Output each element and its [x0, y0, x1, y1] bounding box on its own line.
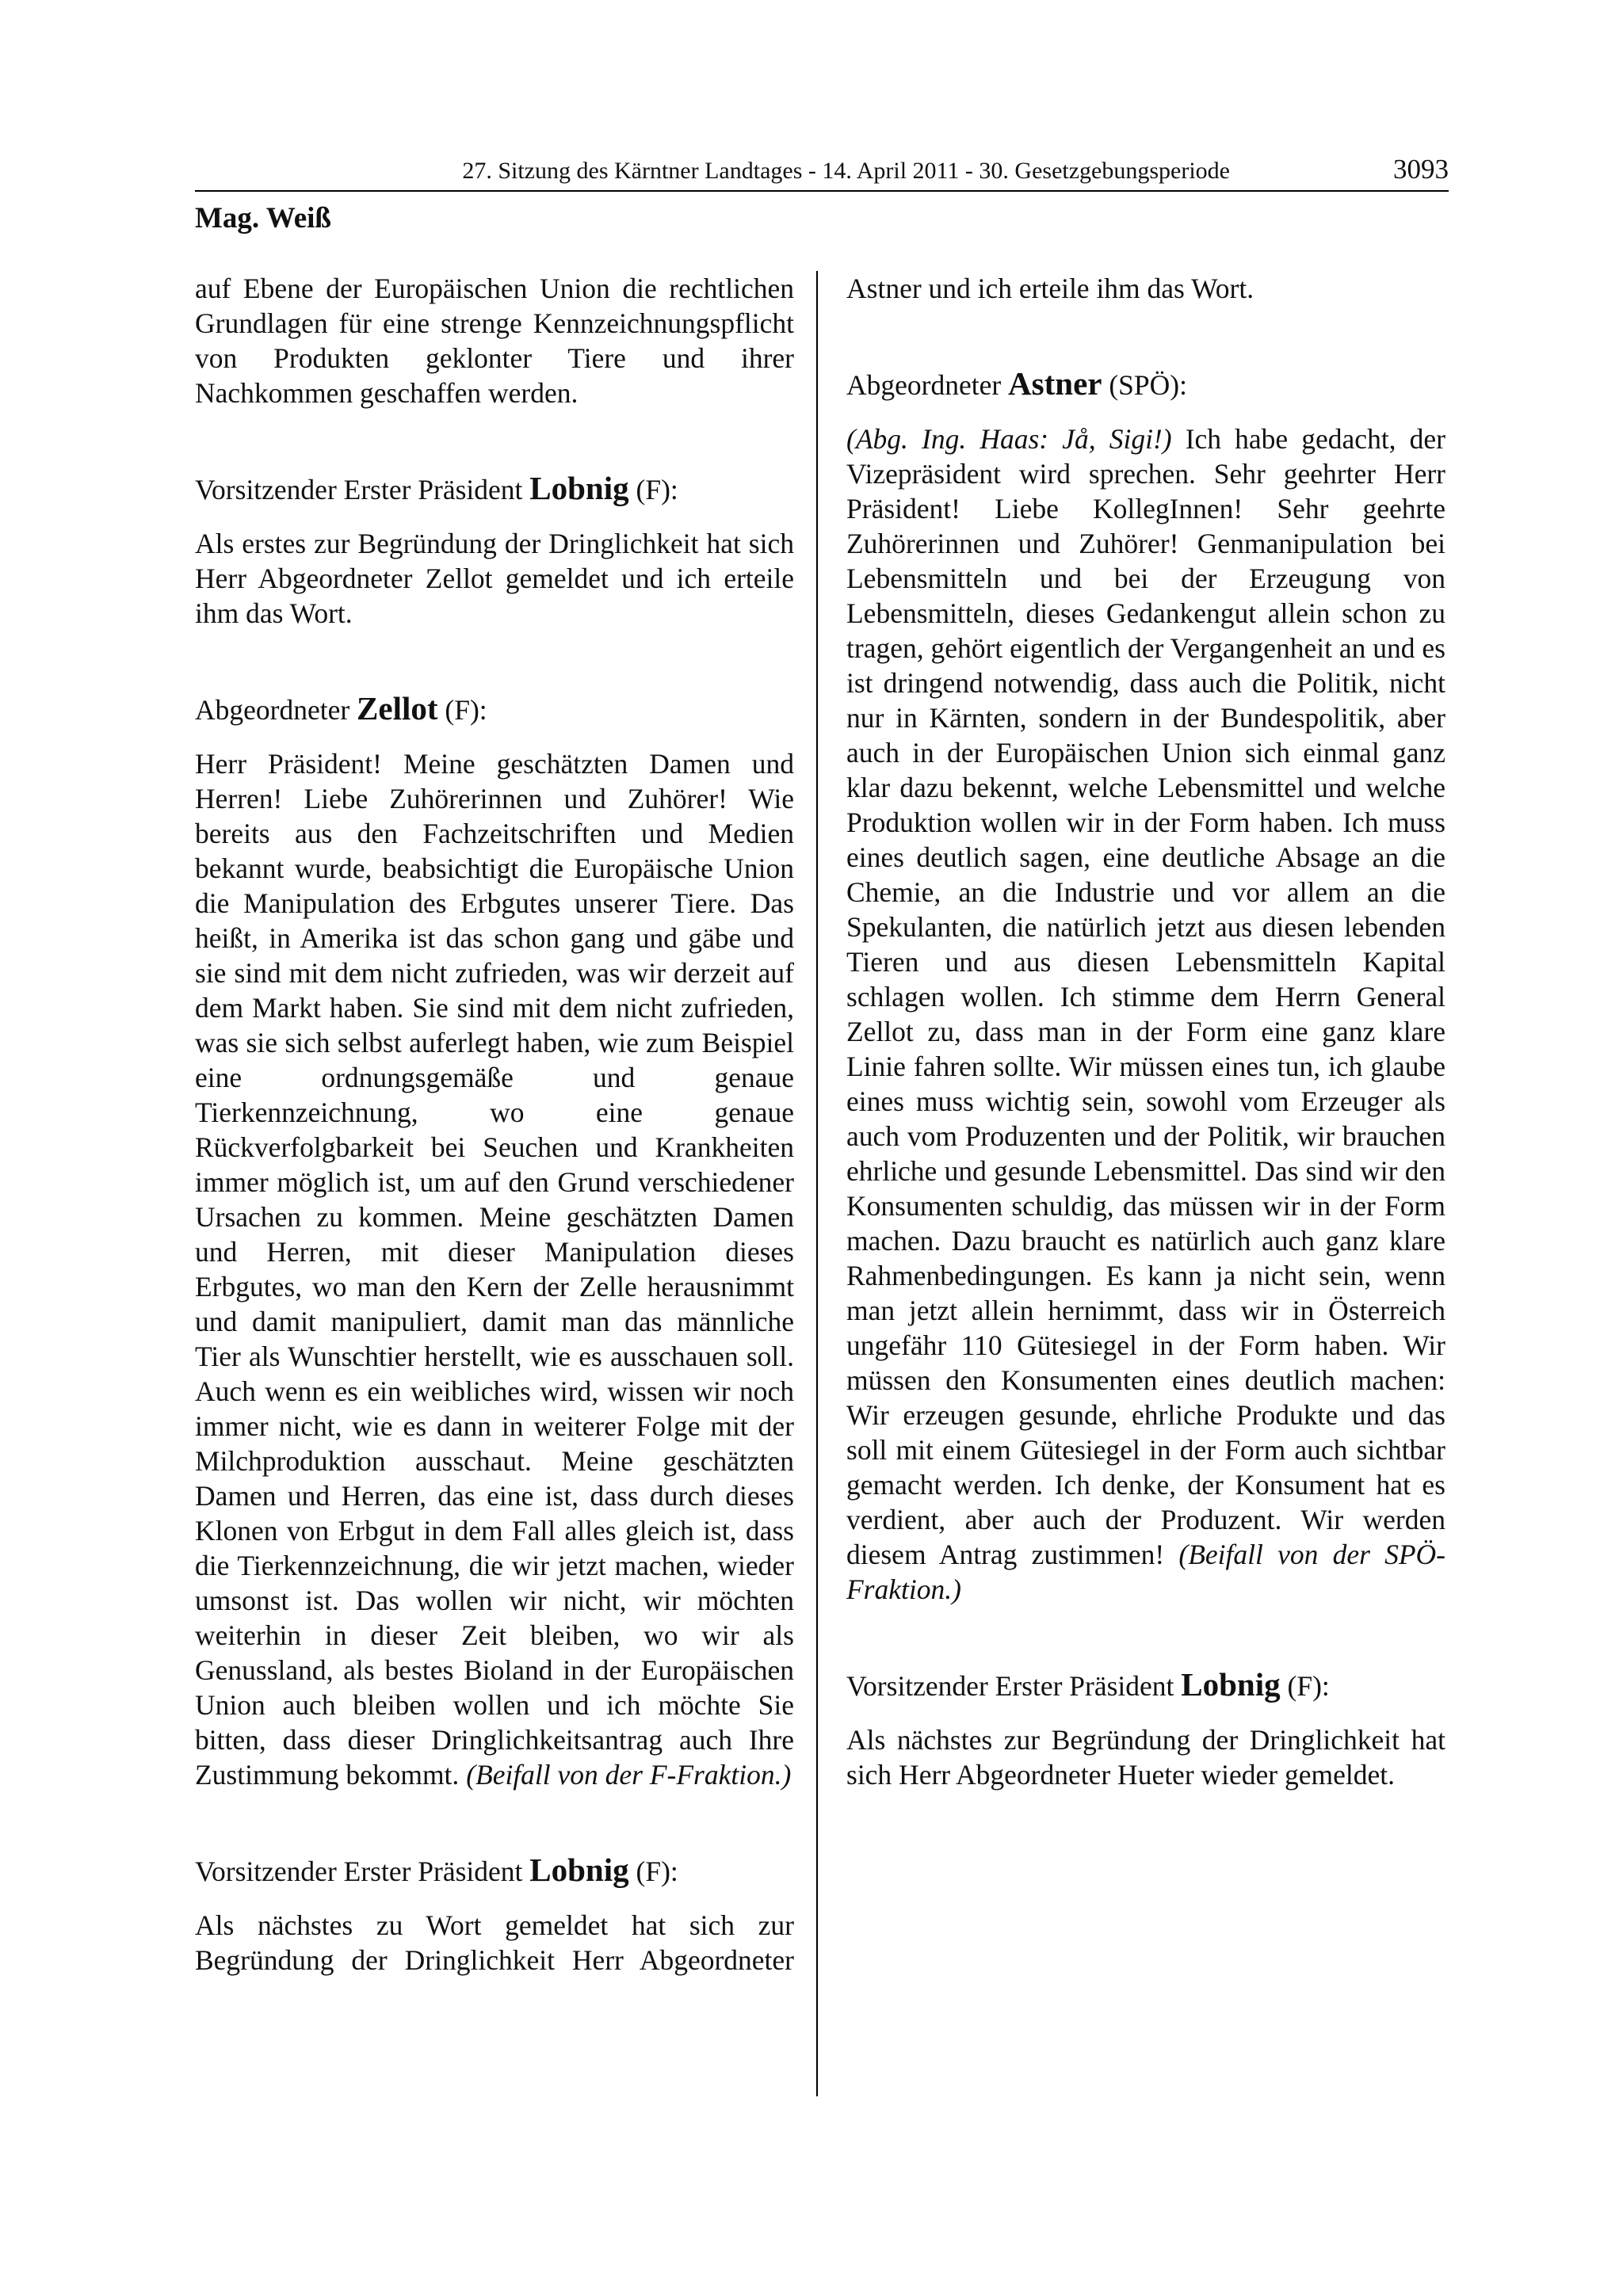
applause-note: (Beifall von der F-Fraktion.) — [466, 1759, 792, 1791]
speaker-party: (F): — [628, 474, 678, 505]
running-speaker: Mag. Weiß — [195, 202, 331, 235]
speaker-name: Lobnig — [529, 1852, 629, 1888]
left-column — [195, 271, 794, 1978]
speaker-role: Abgeordneter — [846, 369, 1009, 401]
speaker-heading — [195, 1852, 794, 1889]
paragraph: Als erstes zur Begründung der Dringlichkeit hat sich Herr Abgeordneter Zellot gemeldet und ich erteile ihm das Wort. — [195, 528, 794, 629]
speaker-name: Astner — [1008, 365, 1102, 402]
speaker-heading — [846, 1667, 1445, 1703]
paragraph: auf Ebene der Europäischen Union die rechtlichen Grundlagen für eine strenge Kennzeichnungspflicht von Produkten geklonter Tiere und ihrer Nachkommen geschaffen werden. — [195, 273, 794, 409]
speaker-name: Zellot — [357, 690, 438, 727]
speaker-heading — [195, 691, 794, 727]
speaker-role: Abgeordneter — [195, 694, 357, 726]
speaker-name: Lobnig — [529, 470, 629, 506]
speech-paragraph — [846, 421, 1445, 1607]
speaker-role: Vorsitzender Erster Präsident — [846, 1670, 1182, 1702]
speaker-party: (F): — [437, 694, 487, 726]
paragraph: Als nächstes zu Wort gemeldet hat sich zur Begründung der Dringlichkeit Herr Abgeordneter — [195, 1909, 794, 1976]
column-divider — [816, 271, 818, 2096]
speech-paragraph — [195, 746, 794, 1792]
speaker-heading — [195, 471, 794, 507]
speaker-party: (SPÖ): — [1102, 369, 1187, 401]
interjection-note: (Abg. Ing. Haas: Jå, Sigi!) — [846, 423, 1172, 455]
paragraph: Als nächstes zur Begründung der Dringlichkeit hat sich Herr Abgeordneter Hueter wieder gemeldet. — [846, 1724, 1445, 1791]
speaker-name: Lobnig — [1181, 1666, 1281, 1703]
speaker-party: (F): — [628, 1855, 678, 1887]
right-column — [846, 271, 1445, 1792]
speech-text: Herr Präsident! Meine geschätzten Damen und Herren! Liebe Zuhörerinnen und Zuhörer! Wie bereits aus den Fachzeitschriften und Medien bekannt wurde, beabsichtigt die Europäische Union die Manipulation des Erbgutes unserer Tiere. Das heißt, in Amerika ist das schon gang und gäbe und sie sind mit dem nicht zufrieden, was wir derzeit auf dem Markt haben. Sie sind mit dem nicht zufrieden, was sie sich selbst auferlegt haben, wie zum Beispiel eine ordnungsgemäße und genaue Tierkennzeichnung, wo eine genaue Rückverfolgbarkeit bei Seuchen und Krankheiten immer möglich ist, um auf den Grund verschiedener Ursachen zu kommen. Meine geschätzten Damen und Herren, mit dieser Manipulation dieses Erbgutes, wo man den Kern der Zelle herausnimmt und damit manipuliert, damit man das männliche Tier als Wunschtier herstellt, wie es ausschauen soll. Auch wenn es ein weibliches wird, wissen wir noch immer nicht, wie es dann in weiterer Folge mit der Milchproduktion ausschaut. Meine geschätzten Damen und Herren, das eine ist, dass durch dieses Klonen von Erbgut in dem Fall alles gleich ist, dass die Tierkennzeichnung, die wir jetzt machen, wieder umsonst ist. Das wollen wir nicht, wir möchten weiterhin in dieser Zeit bleiben, wo wir als Genussland, als bestes Bioland in der Europäischen Union auch bleiben wollen und ich möchte Sie bitten, dass dieser Dringlichkeitsantrag auch Ihre Zustimmung bekommt. — [195, 748, 794, 1791]
paragraph: Astner und ich erteile ihm das Wort. — [846, 273, 1254, 304]
speaker-heading — [846, 366, 1445, 402]
speaker-party: (F): — [1280, 1670, 1330, 1702]
applause-note: (Beifall von der SPÖ-Fraktion.) — [846, 1539, 1445, 1605]
speaker-role: Vorsitzender Erster Präsident — [195, 474, 530, 505]
session-title: 27. Sitzung des Kärntner Landtages - 14. April 2011 - 30. Gesetzgebungsperiode — [462, 158, 1230, 184]
page-number: 3093 — [1393, 154, 1449, 185]
speech-text: Ich habe gedacht, der Vizepräsident wird sprechen. Sehr geehrter Herr Präsident! Liebe KollegInnen! Sehr geehrte Zuhörerinnen und Zuhörer! Genmanipulation bei Lebensmitteln und bei der Erzeugung von Lebensmitteln, dieses Gedankengut allein schon zu tragen, gehört eigentlich der Vergangenheit an und es ist dringend notwendig, dass auch die Politik, nicht nur in Kärnten, sondern in der Bundespolitik, aber auch in der Europäischen Union sich einmal ganz klar dazu bekennt, welche Lebensmittel und welche Produktion wollen wir in der Form haben. Ich muss eines deutlich sagen, eine deutliche Absage an die Chemie, an die Industrie und vor allem an die Spekulanten, die natürlich jetzt aus diesen lebenden Tieren und aus diesen Lebensmitteln Kapital schlagen wollen. Ich stimme dem Herrn General Zellot zu, dass man in der Form eine ganz klare Linie fahren sollte. Wir müssen eines tun, ich glaube eines muss wichtig sein, sowohl vom Erzeuger als auch vom Produzenten und der Politik, wir brauchen ehrliche und gesunde Lebensmittel. Das sind wir den Konsumenten schuldig, das müssen wir in der Form machen. Dazu braucht es natürlich auch ganz klare Rahmenbedingungen. Es kann ja nicht sein, wenn man jetzt allein hernimmt, dass wir in Österreich ungefähr 110 Gütesiegel in der Form haben. Wir müssen den Konsumenten eines deutlich machen: Wir erzeugen gesunde, ehrliche Produkte und das soll mit einem Gütesiegel in der Form auch sichtbar gemacht werden. Ich denke, der Konsument hat es verdient, aber auch der Produzent. Wir werden diesem Antrag zustimmen! — [846, 423, 1445, 1570]
speaker-role: Vorsitzender Erster Präsident — [195, 1855, 530, 1887]
page-header — [195, 154, 1449, 192]
